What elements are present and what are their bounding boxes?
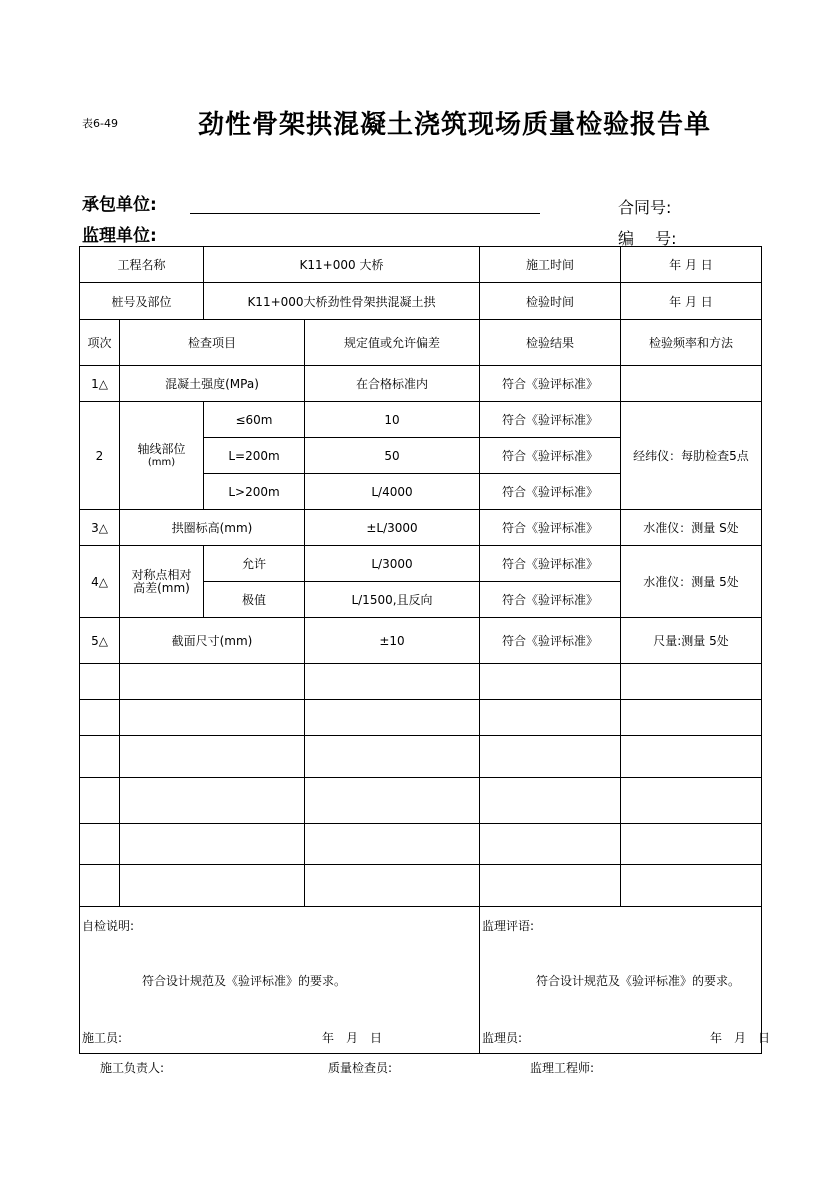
cell-item — [120, 402, 204, 510]
empty-row — [80, 824, 762, 865]
table-row — [80, 366, 762, 402]
info-row — [80, 283, 762, 320]
cell-spec: ±10 — [305, 618, 480, 664]
info-row — [80, 247, 762, 283]
cell-cond: ≤60m — [204, 402, 305, 438]
inspect-time: 年 月 日 — [621, 283, 762, 320]
header-method: 检验频率和方法 — [621, 320, 762, 366]
form-code: 表6-49 — [82, 117, 118, 130]
cell-result: 符合《验评标准》 — [480, 510, 621, 546]
quality-inspector-label: 质量检查员: — [328, 1061, 393, 1075]
header-item: 检查项目 — [120, 320, 305, 366]
table-row — [80, 402, 762, 438]
inspection-table — [79, 246, 771, 1054]
project-name-label: 工程名称 — [80, 247, 204, 283]
supervisor-label: 监理单位: — [82, 226, 157, 246]
contractor-line — [190, 213, 540, 214]
item-text: 对称点相对 — [131, 567, 192, 582]
station-label: 桩号及部位 — [80, 283, 204, 320]
cell-result: 符合《验评标准》 — [480, 618, 621, 664]
cell-result: 符合《验评标准》 — [480, 474, 621, 510]
cell-no: 1△ — [80, 366, 120, 402]
header-row — [80, 320, 762, 366]
empty-row — [80, 700, 762, 736]
header-spec: 规定值或允许偏差 — [305, 320, 480, 366]
page-title: 劲性骨架拱混凝土浇筑现场质量检验报告单 — [198, 110, 712, 140]
cell-result: 符合《验评标准》 — [480, 546, 621, 582]
cell-method: 水准仪：测量 5处 — [621, 546, 762, 618]
cell-spec: 50 — [305, 438, 480, 474]
supervisor-comment-text: 符合设计规范及《验评标准》的要求。 — [536, 974, 741, 988]
item-unit: (mm) — [147, 456, 176, 468]
cell-cond: L>200m — [204, 474, 305, 510]
cell-no: 3△ — [80, 510, 120, 546]
cell-result: 符合《验评标准》 — [480, 438, 621, 474]
project-name: K11+000 大桥 — [204, 247, 480, 283]
cell-method: 尺量:测量 5处 — [621, 618, 762, 664]
supervisor-comment-cell — [480, 907, 771, 1054]
builder-label: 施工员: — [82, 1031, 123, 1045]
cell-result: 符合《验评标准》 — [480, 366, 621, 402]
empty-row — [80, 736, 762, 778]
builder-date: 年 月 日 — [322, 1031, 383, 1045]
cell-no: 5△ — [80, 618, 120, 664]
cell-item: 截面尺寸(mm) — [120, 618, 305, 664]
inspect-time-label: 检验时间 — [480, 283, 621, 320]
table-row — [80, 618, 762, 664]
cell-spec: 在合格标准内 — [305, 366, 480, 402]
empty-row — [80, 664, 762, 700]
self-check-label: 自检说明: — [82, 919, 135, 933]
build-time-label: 施工时间 — [480, 247, 621, 283]
cell-method — [621, 366, 762, 402]
station: K11+000大桥劲性骨架拱混凝土拱 — [204, 283, 480, 320]
empty-row — [80, 865, 762, 907]
self-check-text: 符合设计规范及《验评标准》的要求。 — [142, 974, 347, 988]
cell-method: 水准仪：测量 S处 — [621, 510, 762, 546]
cell-spec: 10 — [305, 402, 480, 438]
supervisor-comment-label: 监理评语: — [482, 919, 535, 933]
cell-spec: ±L/3000 — [305, 510, 480, 546]
empty-row — [80, 778, 762, 824]
cell-method: 经纬仪：每肋检查5点 — [621, 402, 762, 510]
self-check-cell — [80, 907, 480, 1054]
serial-no-label: 编 号: — [618, 229, 677, 248]
item-text: 轴线部位 — [137, 441, 186, 456]
cell-cond: 极值 — [204, 582, 305, 618]
cell-cond: L=200m — [204, 438, 305, 474]
build-time: 年 月 日 — [621, 247, 762, 283]
contract-no-label: 合同号: — [618, 198, 672, 217]
table-row — [80, 510, 762, 546]
item-unit: 高差(mm) — [133, 580, 190, 595]
cell-no: 4△ — [80, 546, 120, 618]
cell-result: 符合《验评标准》 — [480, 402, 621, 438]
supervisor-staff-label: 监理员: — [482, 1031, 523, 1045]
supervisor-date: 年 月 日 — [710, 1031, 771, 1045]
cell-result: 符合《验评标准》 — [480, 582, 621, 618]
comment-row — [80, 907, 762, 1054]
header-no: 项次 — [80, 320, 120, 366]
cell-item — [120, 546, 204, 618]
supervising-engineer-label: 监理工程师: — [530, 1061, 595, 1075]
cell-item: 混凝土强度(MPa) — [120, 366, 305, 402]
header-result: 检验结果 — [480, 320, 621, 366]
cell-cond: 允许 — [204, 546, 305, 582]
cell-spec: L/1500,且反向 — [305, 582, 480, 618]
contractor-label: 承包单位: — [82, 195, 157, 215]
cell-spec: L/3000 — [305, 546, 480, 582]
construction-lead-label: 施工负责人: — [100, 1061, 165, 1075]
cell-spec: L/4000 — [305, 474, 480, 510]
cell-item: 拱圈标高(mm) — [120, 510, 305, 546]
table-row — [80, 546, 762, 582]
cell-no: 2 — [80, 402, 120, 510]
